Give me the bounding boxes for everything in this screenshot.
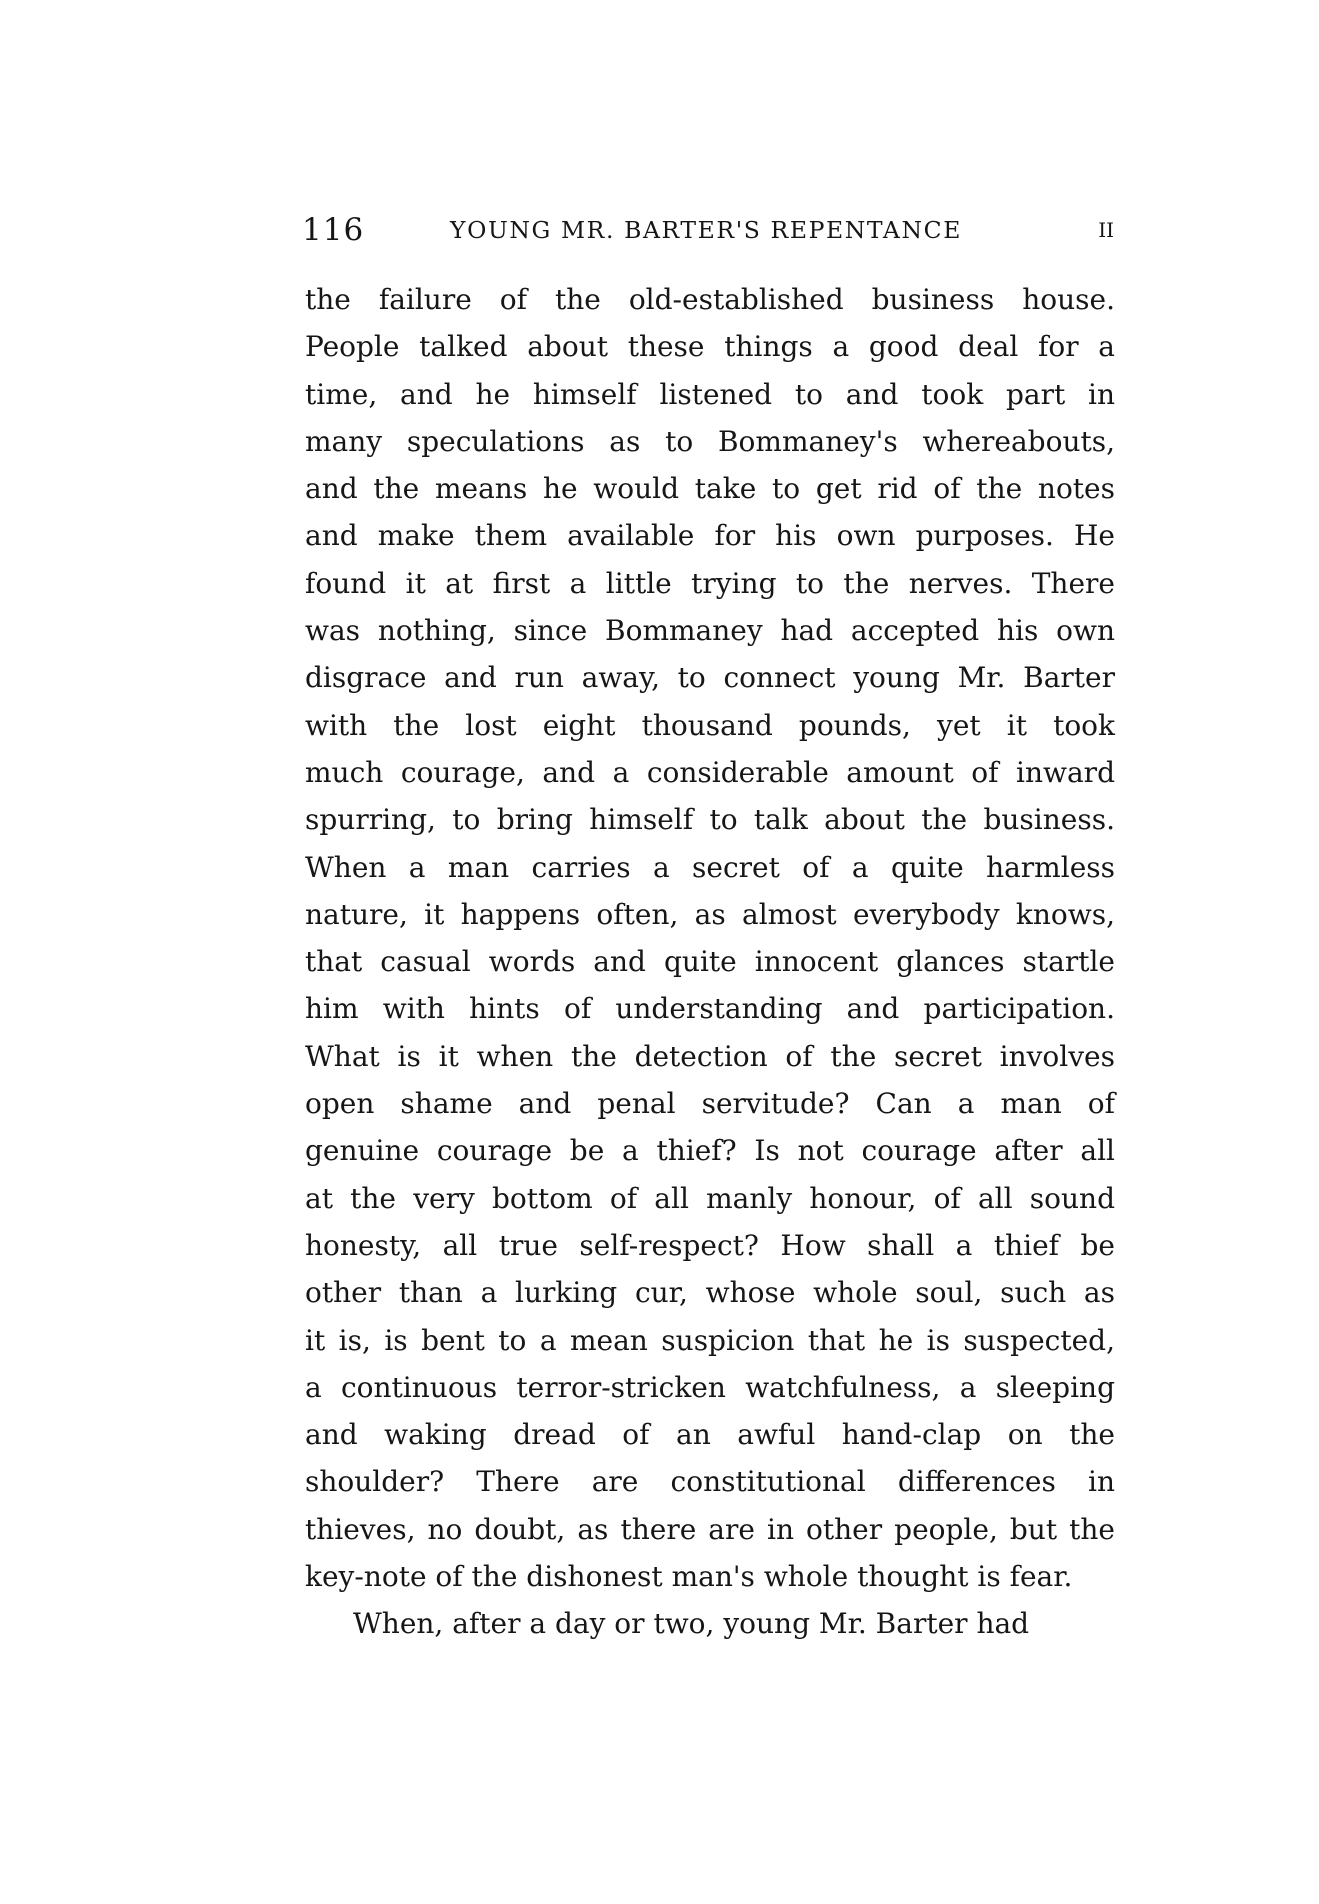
- text-line: other than a lurking cur, whose whole soul, such as: [305, 1276, 1115, 1310]
- text-line: was nothing, since Bommaney had accepted his own: [305, 614, 1115, 648]
- text-line: When a man carries a secret of a quite harmless: [305, 850, 1115, 884]
- text-line: What is it when the detection of the secret involves: [305, 1039, 1115, 1073]
- signature-mark: II: [1098, 218, 1114, 242]
- text-line: genuine courage be a thief? Is not courage after all: [305, 1134, 1115, 1168]
- text-line: key-note of the dishonest man's whole thought is fear.: [305, 1560, 1073, 1594]
- text-line: honesty, all true self-respect? How shall a thief be: [305, 1228, 1115, 1262]
- text-line: him with hints of understanding and participation.: [305, 992, 1115, 1026]
- running-title: YOUNG MR. BARTER'S REPENTANCE: [450, 216, 962, 244]
- paragraph-start-line: When, after a day or two, young Mr. Barter had: [353, 1607, 1030, 1641]
- text-line: the failure of the old-established business house.: [305, 283, 1115, 316]
- text-line: a continuous terror-stricken watchfulness, a sleeping: [305, 1370, 1115, 1404]
- text-line: disgrace and run away, to connect young Mr. Barter: [305, 661, 1115, 695]
- text-line: shoulder? There are constitutional differences in: [305, 1465, 1115, 1499]
- text-line: spurring, to bring himself to talk about the business.: [305, 803, 1115, 837]
- text-line: time, and he himself listened to and took part in: [305, 377, 1115, 411]
- running-head: [302, 212, 1118, 252]
- text-line: with the lost eight thousand pounds, yet it took: [305, 708, 1115, 742]
- text-line: that casual words and quite innocent glances startle: [305, 945, 1115, 979]
- page-number: 116: [302, 212, 365, 248]
- text-line: at the very bottom of all manly honour, of all sound: [305, 1181, 1115, 1215]
- text-line: and the means he would take to get rid of the notes: [305, 472, 1115, 506]
- body-text: [305, 276, 1115, 1648]
- text-line: and waking dread of an awful hand-clap on the: [305, 1418, 1115, 1452]
- text-line: and make them available for his own purposes. He: [305, 519, 1115, 553]
- text-line: People talked about these things a good deal for a: [305, 330, 1115, 364]
- text-line: many speculations as to Bommaney's whereabouts,: [305, 424, 1115, 458]
- text-line: it is, is bent to a mean suspicion that he is suspected,: [305, 1323, 1115, 1357]
- text-line: thieves, no doubt, as there are in other people, but the: [305, 1512, 1115, 1546]
- text-line: open shame and penal servitude? Can a man of: [305, 1087, 1115, 1121]
- text-line: found it at first a little trying to the nerves. There: [305, 566, 1115, 600]
- text-line: much courage, and a considerable amount of inward: [305, 755, 1115, 789]
- text-line: nature, it happens often, as almost everybody knows,: [305, 897, 1115, 931]
